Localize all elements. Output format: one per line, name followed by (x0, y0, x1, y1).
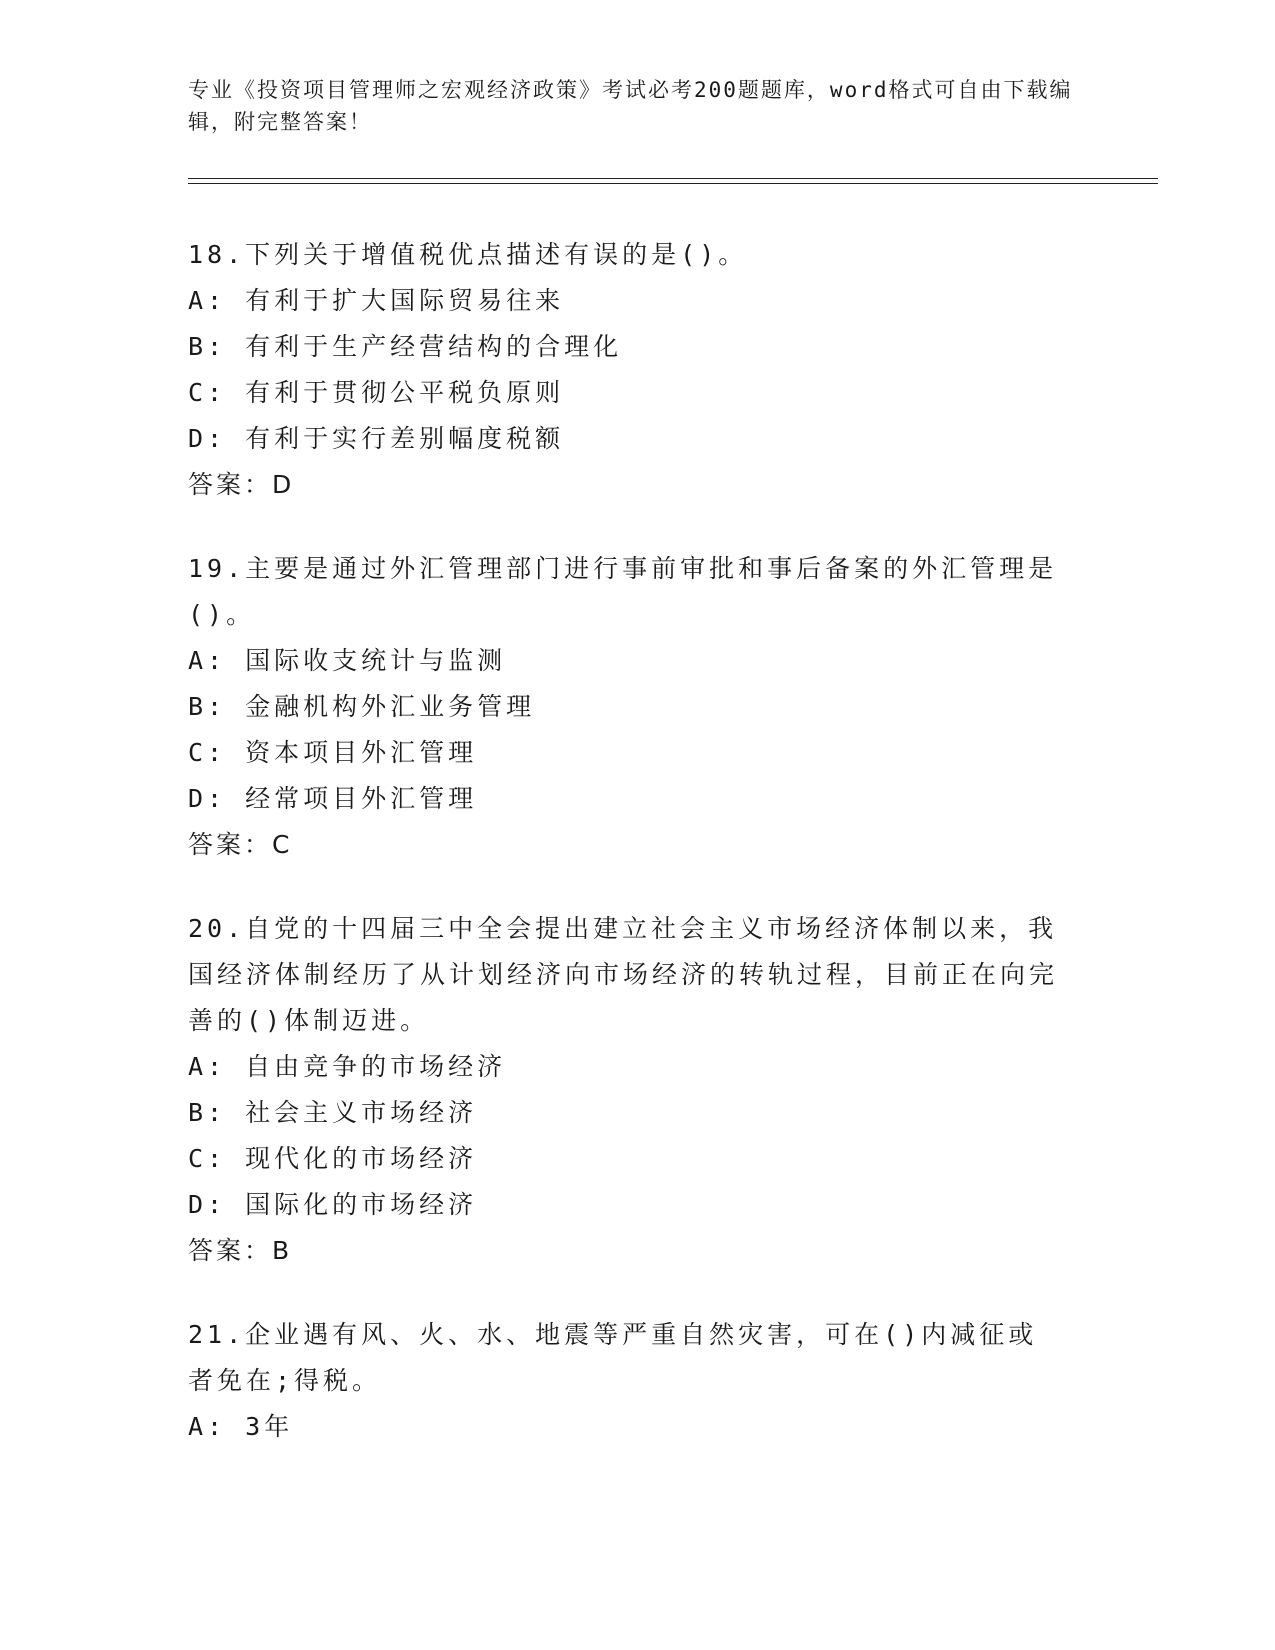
question-stem: 21.企业遇有风、火、水、地震等严重自然灾害，可在()内减征或者免在;得税。 (188, 1320, 1038, 1395)
option-b: B: 有利于生产经营结构的合理化 (188, 332, 623, 361)
question-list (188, 232, 1088, 1488)
option-d: D: 经常项目外汇管理 (188, 784, 478, 813)
option-a: A: 有利于扩大国际贸易往来 (188, 286, 565, 315)
option-a: A: 国际收支统计与监测 (188, 646, 507, 675)
header-divider-top (188, 178, 1158, 179)
option-b: B: 金融机构外汇业务管理 (188, 692, 536, 721)
header-divider-bottom (188, 183, 1158, 184)
question-20 (188, 906, 1088, 1274)
option-d: D: 国际化的市场经济 (188, 1190, 478, 1219)
question-21 (188, 1312, 1088, 1450)
option-d: D: 有利于实行差别幅度税额 (188, 424, 565, 453)
document-intro: 专业《投资项目管理师之宏观经济政策》考试必考200题题库，word格式可自由下载编辑，附完整答案！ (188, 78, 1073, 134)
answer-label: 答案：B (188, 1236, 293, 1265)
answer-label: 答案：D (188, 470, 295, 499)
option-a: A: 自由竞争的市场经济 (188, 1052, 507, 1081)
option-b: B: 社会主义市场经济 (188, 1098, 478, 1127)
question-stem: 20.自党的十四届三中全会提出建立社会主义市场经济体制以来，我国经济体制经历了从计划经济向市场经济的转轨过程，目前正在向完善的()体制迈进。 (188, 914, 1059, 1035)
question-stem: 19.主要是通过外汇管理部门进行事前审批和事后备案的外汇管理是()。 (188, 554, 1058, 629)
answer-label: 答案：C (188, 830, 293, 859)
question-stem: 18.下列关于增值税优点描述有误的是()。 (188, 240, 748, 269)
option-c: C: 现代化的市场经济 (188, 1144, 478, 1173)
question-19 (188, 546, 1088, 868)
question-18 (188, 232, 1088, 508)
option-c: C: 有利于贯彻公平税负原则 (188, 378, 565, 407)
option-c: C: 资本项目外汇管理 (188, 738, 478, 767)
option-a: A: 3年 (188, 1412, 294, 1441)
